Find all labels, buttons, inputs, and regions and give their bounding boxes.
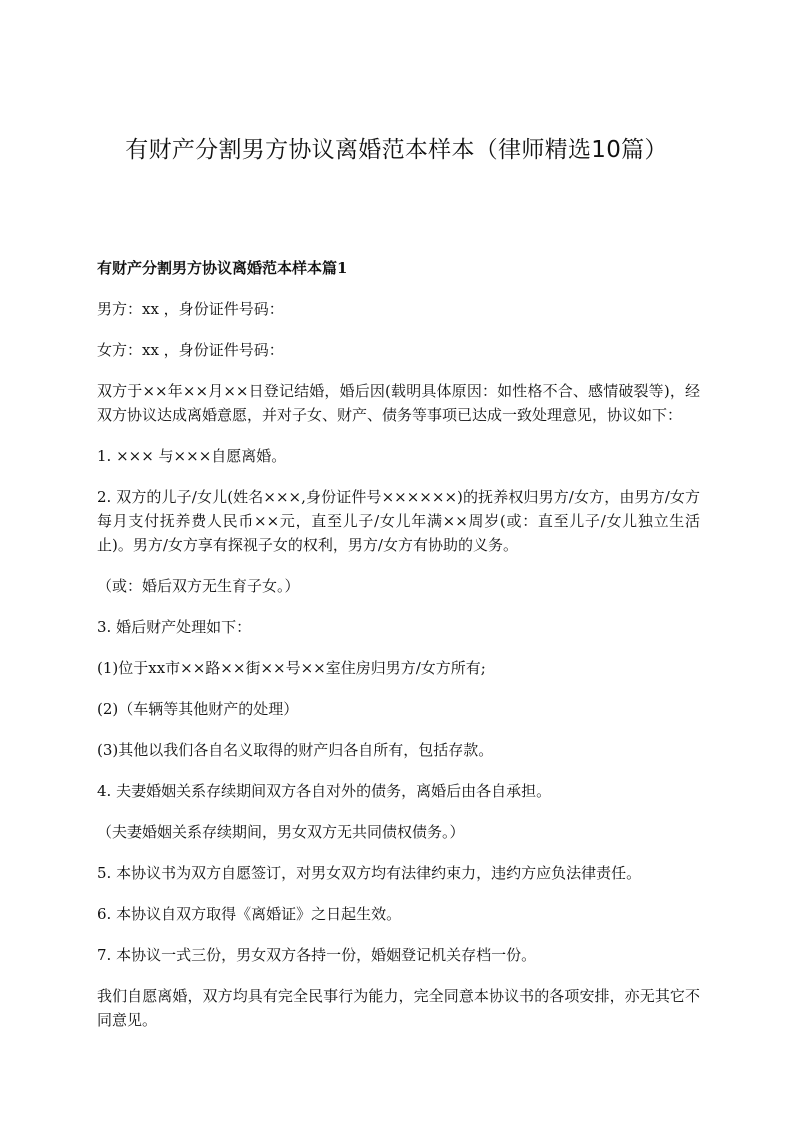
paragraph-clause-2: 2. 双方的儿子/女儿(姓名×××,身份证件号××××××)的抚养权归男方/女方，由男方/女方每月支付抚养费人民币××元，直至儿子/女儿年满××周岁(或：直至儿子/女儿独立生活止)。男方/女方享有探视子女的权利，男方/女方有协助的义务。 [97,488,700,554]
section-heading: 有财产分割男方协议离婚范本样本篇1 [97,259,348,277]
paragraph-man-id: 男方：xx ，身份证件号码： [97,300,284,318]
paragraph-clause-3-2: (2)（车辆等其他财产的处理） [97,700,299,718]
paragraph-clause-3-3: (3)其他以我们各自名义取得的财产归各自所有，包括存款。 [97,741,494,759]
paragraph-clause-4: 4. 夫妻婚姻关系存续期间双方各自对外的债务，离婚后由各自承担。 [97,782,552,800]
paragraph-closing: 我们自愿离婚，双方均具有完全民事行为能力，完全同意本协议书的各项安排，亦无其它不同意见。 [97,987,700,1029]
paragraph-clause-2-alt: （或：婚后双方无生育子女。） [97,577,300,595]
paragraph-clause-3-1: (1)位于xx市××路××街××号××室住房归男方/女方所有; [97,659,486,677]
paragraph-clause-4-alt: （夫妻婚姻关系存续期间，男女双方无共同债权债务。） [97,823,465,841]
paragraph-intro: 双方于××年××月××日登记结婚，婚后因(载明具体原因：如性格不合、感情破裂等)，经双方协议达成离婚意愿，并对子女、财产、债务等事项已达成一致处理意见，协议如下： [97,382,700,424]
document-body [97,256,700,1049]
paragraph-clause-1: 1. ××× 与×××自愿离婚。 [97,447,287,465]
paragraph-clause-3: 3. 婚后财产处理如下： [97,618,252,636]
paragraph-woman-id: 女方：xx ，身份证件号码： [97,341,284,359]
document-title: 有财产分割男方协议离婚范本样本（律师精选10篇） [125,137,668,163]
paragraph-clause-5: 5. 本协议书为双方自愿签订，对男女双方均有法律约束力，违约方应负法律责任。 [97,864,642,882]
paragraph-clause-6: 6. 本协议自双方取得《离婚证》之日起生效。 [97,905,402,923]
paragraph-clause-7: 7. 本协议一式三份，男女双方各持一份，婚姻登记机关存档一份。 [97,946,537,964]
